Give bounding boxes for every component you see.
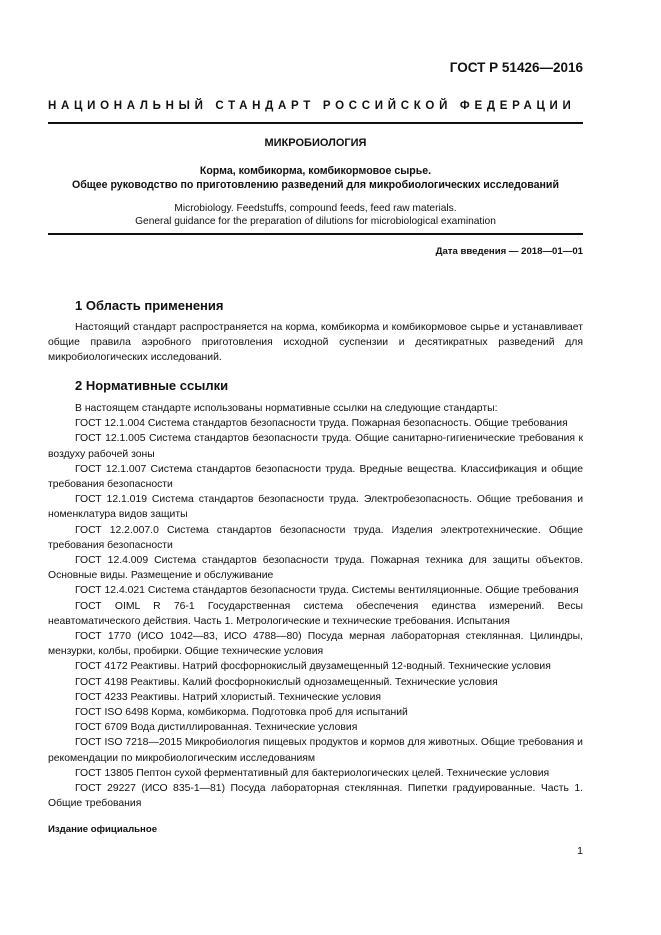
reference-text: ГОСТ 4198 Реактивы. Калий фосфорнокислый однозамещенный. Технические условия (75, 676, 498, 688)
official-edition-label: Издание официальное (48, 824, 158, 835)
reference-item (48, 659, 583, 674)
reference-item (48, 629, 583, 659)
document-subtitle-line2: Общее руководство по приготовлению разведений для микробиологических исследований (72, 179, 559, 191)
reference-text: ГОСТ 12.1.007 Система стандартов безопасности труда. Вредные вещества. Классификация и общие требования безопасности (48, 463, 583, 491)
english-title-line2: General guidance for the preparation of dilutions for microbiological examination (135, 216, 496, 227)
reference-text: ГОСТ 12.1.019 Система стандартов безопасности труда. Электробезопасность. Общие требования и номенклатура видов защиты (48, 494, 583, 521)
section-2-heading: 2 Нормативные ссылки (75, 378, 229, 393)
reference-item (48, 735, 583, 765)
reference-text: ГОСТ 6709 Вода дистиллированная. Технические условия (75, 722, 358, 734)
reference-item (48, 523, 583, 553)
section-1-text: Настоящий стандарт распространяется на корма, комбикорма и комбикормовое сырье и устанавливает общие правила аэробного приготовления исходной суспензии и десятикратных разведений для микробиологических исследований. (48, 322, 583, 364)
document-subtitle-line1: Корма, комбикорма, комбикормовое сырье. (199, 165, 432, 177)
reference-item (48, 553, 583, 583)
reference-text: ГОСТ 1770 (ИСО 1042—83, ИСО 4788—80) Посуда мерная лабораторная стеклянная. Цилиндры, мензурки, колбы, пробирки. Общие технические условия (48, 631, 583, 658)
section-1-heading: 1 Область применения (75, 298, 224, 313)
reference-item (48, 781, 583, 811)
page-number: 1 (577, 845, 583, 857)
reference-text: ГОСТ ISO 7218—2015 Микробиология пищевых продуктов и кормов для животных. Общие требования и рекомендации по микробиологическим исследованиям (48, 737, 583, 764)
reference-item (48, 705, 583, 720)
reference-item (48, 416, 583, 431)
national-standard-banner: НАЦИОНАЛЬНЫЙ СТАНДАРТ РОССИЙСКОЙ ФЕДЕРАЦИИ (48, 100, 576, 112)
reference-text: ГОСТ 29227 (ИСО 835-1—81) Посуда лабораторная стеклянная. Пипетки градуированные. Часть 1. Общие требования (48, 783, 583, 810)
section-1-paragraph (48, 320, 583, 366)
reference-text: ГОСТ 4172 Реактивы. Натрий фосфорнокислый двузамещенный 12-водный. Технические условия (75, 661, 551, 673)
reference-text: ГОСТ 13805 Пептон сухой ферментативный для бактериологических целей. Технические условия (75, 767, 550, 779)
references-intro-text: В настоящем стандарте использованы нормативные ссылки на следующие стандарты: (75, 403, 498, 414)
reference-text: ГОСТ ISO 6498 Корма, комбикорма. Подготовка проб для испытаний (75, 707, 408, 719)
header-divider (48, 122, 583, 124)
english-title-line1: Microbiology. Feedstuffs, compound feeds, feed raw materials. (174, 203, 457, 214)
document-number: ГОСТ Р 51426—2016 (449, 60, 583, 75)
introduction-date: Дата введения — 2018—01—01 (435, 246, 583, 257)
reference-text: ГОСТ 12.1.004 Система стандартов безопасности труда. Пожарная безопасность. Общие требования (75, 418, 568, 430)
reference-item (48, 492, 583, 522)
reference-text: ГОСТ OIML R 76-1 Государственная система обеспечения единства измерений. Весы неавтоматического действия. Часть 1. Метрологические и технические требования. Испытания (48, 600, 583, 627)
reference-item (48, 766, 583, 781)
reference-item (48, 462, 583, 492)
reference-item (48, 720, 583, 735)
reference-item (48, 599, 583, 629)
reference-item (48, 690, 583, 705)
document-title: МИКРОБИОЛОГИЯ (264, 137, 367, 149)
reference-text: ГОСТ 12.4.009 Система стандартов безопасности труда. Пожарная техника для защиты объектов. Основные виды. Размещение и обслуживание (48, 555, 583, 582)
title-divider (48, 233, 583, 235)
reference-text: ГОСТ 12.1.005 Система стандартов безопасности труда. Общие санитарно-гигиенические требования к воздуху рабочей зоны (48, 433, 583, 460)
normative-references-list (48, 401, 583, 811)
reference-item (48, 583, 583, 598)
reference-text: ГОСТ 12.2.007.0 Система стандартов безопасности труда. Изделия электротехнические. Общие требования безопасности (48, 524, 583, 551)
reference-item (48, 675, 583, 690)
reference-text: ГОСТ 4233 Реактивы. Натрий хлористый. Технические условия (75, 691, 381, 703)
reference-item (48, 431, 583, 461)
reference-text: ГОСТ 12.4.021 Система стандартов безопасности труда. Системы вентиляционные. Общие требования (75, 585, 579, 597)
references-intro (48, 401, 583, 416)
